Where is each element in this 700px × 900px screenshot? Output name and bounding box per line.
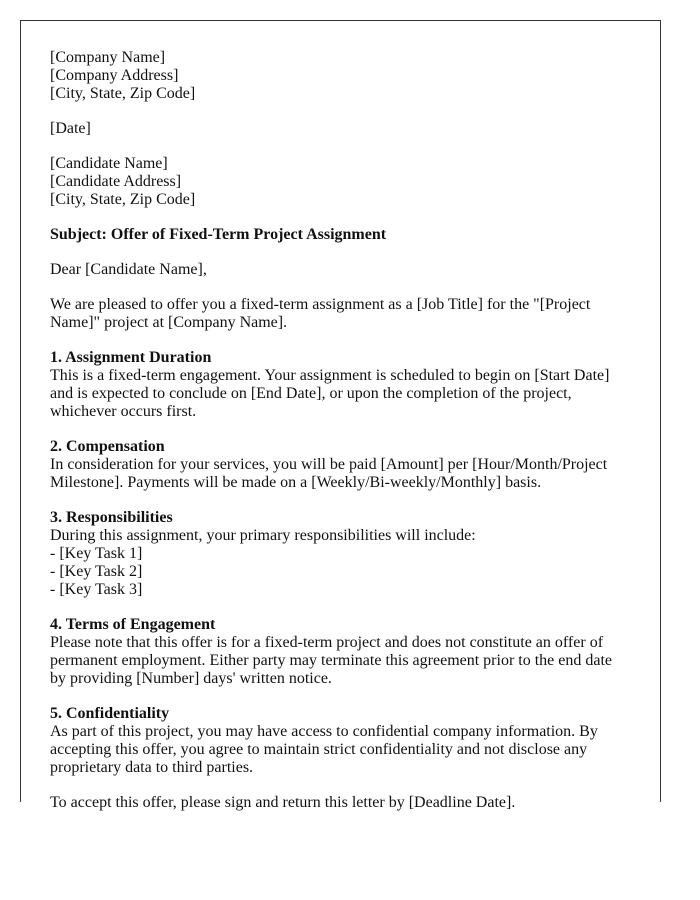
- recipient-city: [City, State, Zip Code]: [50, 191, 196, 208]
- section-body: This is a fixed-term engagement. Your assignment is scheduled to begin on [Start Date] and is expected to conclude on [End Date], or upon the completion of the project, whichever occurs first.: [50, 367, 610, 420]
- letter-date: [Date]: [50, 120, 91, 137]
- list-item: - [Key Task 3]: [50, 581, 143, 598]
- intro-paragraph: We are pleased to offer you a fixed-term assignment as a [Job Title] for the "[Project Name]" project at [Company Name].: [50, 296, 591, 331]
- sender-address: [Company Address]: [50, 67, 179, 84]
- closing-paragraph: To accept this offer, please sign and return this letter by [Deadline Date].: [50, 794, 516, 811]
- section-terms: [50, 616, 631, 688]
- section-body: Please note that this offer is for a fixed-term project and does not constitute an offer of permanent employment. Either party may terminate this agreement prior to the end date by providing [Number] days' written notice.: [50, 634, 613, 687]
- section-compensation: [50, 438, 631, 492]
- recipient-address: [Candidate Address]: [50, 173, 182, 190]
- recipient-name: [Candidate Name]: [50, 155, 168, 172]
- section-confidentiality: [50, 705, 631, 777]
- salutation: Dear [Candidate Name],: [50, 261, 207, 278]
- list-item: - [Key Task 2]: [50, 563, 143, 580]
- sender-block: [50, 49, 631, 103]
- sender-city: [City, State, Zip Code]: [50, 85, 196, 102]
- section-responsibilities: [50, 509, 631, 599]
- offer-letter: [20, 20, 661, 811]
- section-body: In consideration for your services, you will be paid [Amount] per [Hour/Month/Project Milestone]. Payments will be made on a [Weekly/Bi-weekly/Monthly] basis.: [50, 456, 608, 491]
- sender-name: [Company Name]: [50, 49, 166, 66]
- section-heading: 3. Responsibilities: [50, 509, 173, 526]
- section-body: During this assignment, your primary responsibilities will include:: [50, 527, 476, 544]
- section-heading: 4. Terms of Engagement: [50, 616, 216, 633]
- section-heading: 1. Assignment Duration: [50, 349, 212, 366]
- section-duration: [50, 349, 631, 421]
- section-body: As part of this project, you may have access to confidential company information. By accepting this offer, you agree to maintain strict confidentiality and not disclose any proprietary data to third parties.: [50, 723, 598, 776]
- subject-line: Subject: Offer of Fixed-Term Project Assignment: [50, 226, 387, 243]
- section-heading: 2. Compensation: [50, 438, 165, 455]
- section-heading: 5. Confidentiality: [50, 705, 170, 722]
- recipient-block: [50, 155, 631, 209]
- list-item: - [Key Task 1]: [50, 545, 143, 562]
